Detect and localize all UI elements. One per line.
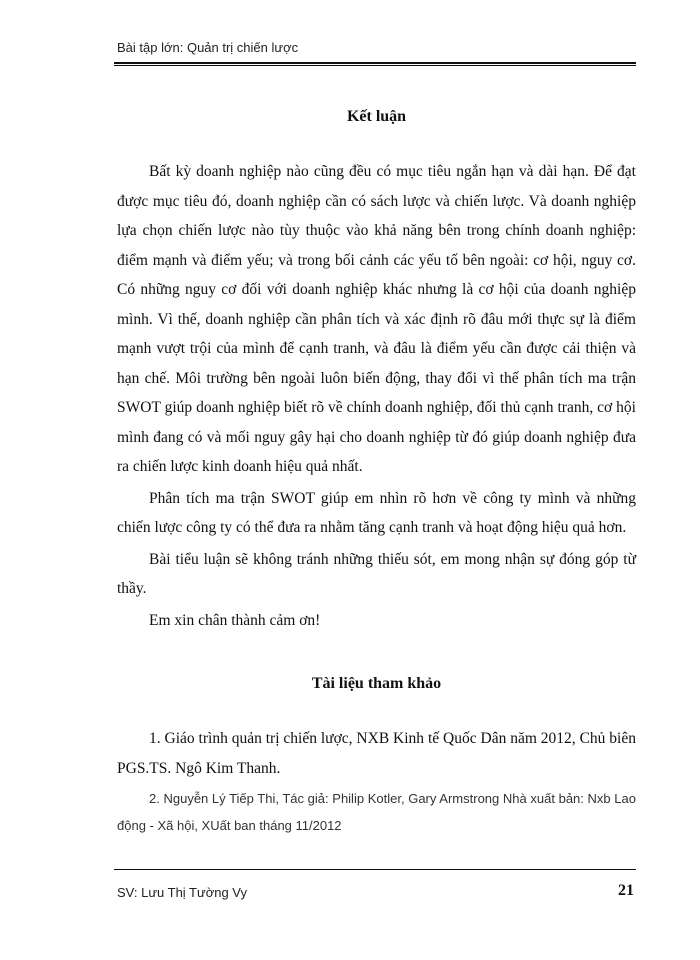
- reference-item-1: 1. Giáo trình quản trị chiến lược, NXB Kinh tế Quốc Dân năm 2012, Chủ biên PGS.TS. Ngô Kim Thanh.: [117, 730, 636, 777]
- conclusion-paragraph-3: Bài tiểu luận sẽ không tránh những thiếu sót, em mong nhận sự đóng góp từ thầy.: [117, 550, 636, 597]
- footer-divider: [114, 869, 636, 870]
- reference-item-2: 2. Nguyễn Lý Tiếp Thi, Tác giả: Philip Kotler, Gary Armstrong Nhà xuất bản: Nxb Lao động - Xã hội, XUất ban tháng 11/2012: [117, 791, 636, 833]
- conclusion-paragraph-4: Em xin chân thành cảm ơn!: [149, 611, 321, 629]
- document-body: [117, 102, 636, 839]
- header-divider: [114, 62, 636, 64]
- conclusion-paragraph-2: Phân tích ma trận SWOT giúp em nhìn rõ hơn về công ty mình và những chiến lược công ty có thể đưa ra nhằm tăng cạnh tranh và hoạt động hiệu quả hơn.: [117, 489, 636, 536]
- conclusion-paragraph-1: Bất kỳ doanh nghiệp nào cũng đều có mục tiêu ngắn hạn và dài hạn. Để đạt được mục tiêu đó, doanh nghiệp cần có sách lược và chiến lược. Và doanh nghiệp lựa chọn chiến lược nào tùy thuộc vào khả năng bên trong chính doanh nghiệp: điểm mạnh và điểm yếu; và trong bối cảnh các yếu tố bên ngoài: cơ hội, nguy cơ. Có những nguy cơ đối với doanh nghiệp khác nhưng là cơ hội của doanh nghiệp mình. Vì thế, doanh nghiệp cần phân tích và xác định rõ đâu mới thực sự là điểm mạnh vượt trội của mình để cạnh tranh, và đâu là điểm yếu cần được cải thiện và hạn chế. Môi trường bên ngoài luôn biến động, thay đổi vì thế phân tích ma trận SWOT giúp doanh nghiệp biết rõ về chính doanh nghiệp, đối thủ cạnh tranh, cơ hội mình đang có và mối nguy gây hại cho doanh nghiệp từ đó giúp doanh nghiệp đưa ra chiến lược kinh doanh hiệu quả nhất.: [117, 163, 636, 475]
- page-header-title: Bài tập lớn: Quản trị chiến lược: [117, 40, 299, 55]
- references-heading: Tài liệu tham khảo: [311, 675, 442, 692]
- page-number: 21: [618, 882, 634, 899]
- footer-author: SV: Lưu Thị Tường Vy: [117, 885, 247, 900]
- header-divider-thin: [114, 65, 636, 66]
- conclusion-heading: Kết luận: [346, 108, 407, 125]
